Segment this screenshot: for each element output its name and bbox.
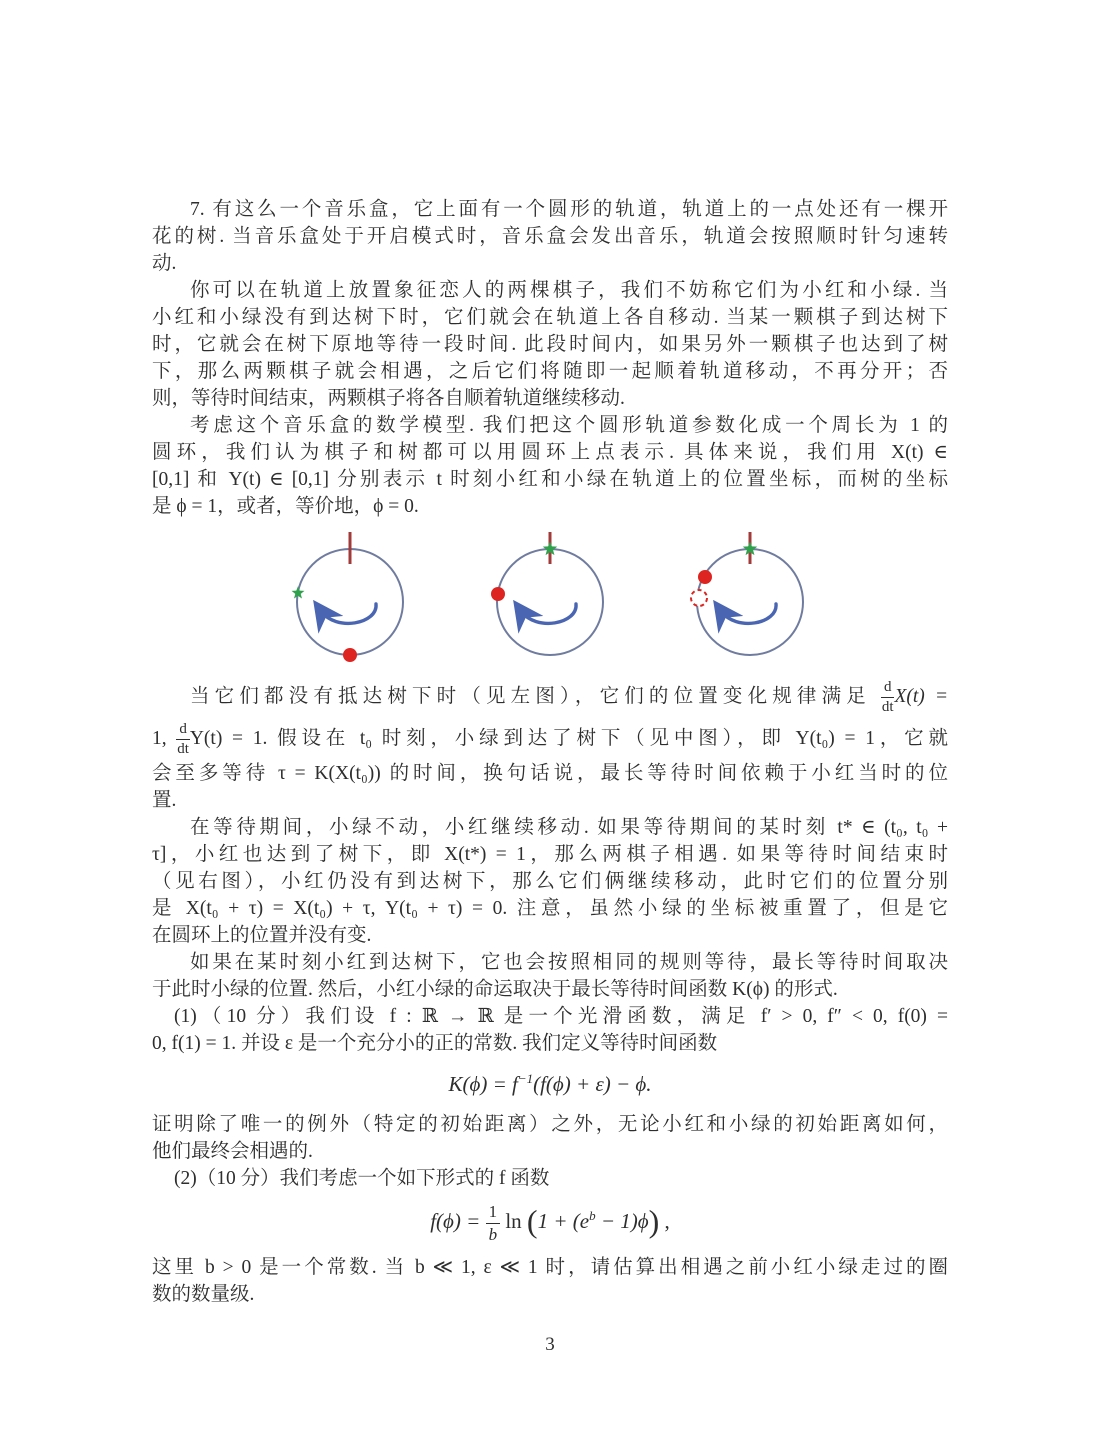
- text-line: 是 ϕ = 1，或者，等价地，ϕ = 0.: [152, 496, 419, 517]
- text-line: 动.: [152, 253, 177, 274]
- text-line: 考虑这个音乐盒的数学模型. 我们把这个圆形轨道参数化成一个周长为 1 的: [190, 415, 948, 436]
- paragraph-symmetry: [152, 949, 948, 1003]
- paragraph-pieces: [152, 277, 948, 412]
- text-line: 时，它就会在树下原地等待一段时间. 此段时间内，如果另外一颗棋子也达到了树: [152, 334, 948, 355]
- text-line: 在圆环上的位置并没有变.: [152, 925, 372, 946]
- track-circle: [697, 549, 803, 655]
- close-paren: ): [648, 1202, 660, 1239]
- text-line: 数的数量级.: [152, 1284, 255, 1306]
- text-line: τ]，小红也达到了树下，即 X(t*) = 1，那么两棋子相遇. 如果等待时间结束时: [152, 844, 948, 865]
- text-line: (2)（10 分）我们考虑一个如下形式的 f 函数: [174, 1168, 550, 1189]
- text-line: 你可以在轨道上放置象征恋人的两棵棋子，我们不妨称它们为小红和小绿. 当: [190, 280, 948, 301]
- superscript: b: [589, 1207, 596, 1223]
- text-line: 会至多等待 τ = K(X(t₀)) 的时间，换句话说，最长等待时间依赖于小红当时的位: [152, 763, 948, 784]
- paragraph-problem-intro: [152, 196, 948, 277]
- fraction-d-dt: [881, 679, 895, 717]
- fraction-denominator: b: [488, 1224, 498, 1244]
- text-run: 当它们都没有抵达树下时（见左图），它们的位置变化规律满足: [190, 686, 881, 707]
- red-dot: [698, 570, 712, 584]
- paragraph-model: [152, 412, 948, 520]
- figure-panel-left: [274, 522, 426, 662]
- text-line: 于此时小绿的位置. 然后，小红小绿的命运取决于最长等待时间函数 K(ϕ) 的形式.: [152, 979, 838, 1000]
- red-dot: [491, 587, 505, 601]
- page-number: 3: [545, 1334, 555, 1356]
- formula-f-definition: [152, 1202, 948, 1244]
- math-run: ln: [500, 1208, 527, 1233]
- fraction-numerator: d: [176, 721, 190, 740]
- open-paren: (: [526, 1202, 538, 1239]
- music-box-figure: [152, 522, 948, 662]
- text-line: 0, f(1) = 1. 并设 ε 是一个充分小的正的常数. 我们定义等待时间函数: [152, 1033, 718, 1054]
- figure-panel-middle: [474, 522, 626, 662]
- formula-waiting-time: [152, 1071, 948, 1097]
- math-run: (f(ϕ) + ε) − ϕ.: [533, 1072, 652, 1096]
- track-circle: [497, 549, 603, 655]
- text-line: 圆环，我们认为棋子和树都可以用圆环上点表示. 具体来说，我们用 X(t) ∈: [152, 442, 948, 463]
- text-line: [152, 676, 948, 718]
- fraction-d-dt: [176, 721, 190, 759]
- text-line: 置.: [152, 790, 177, 811]
- paragraph-part2: [152, 1165, 948, 1192]
- text-line: 小红和小绿没有到达树下时，它们就会在轨道上各自移动. 当某一颗棋子到达树下: [152, 307, 948, 328]
- text-line: 如果在某时刻小红到达树下，它也会按照相同的规则等待，最长等待时间取决: [190, 952, 948, 973]
- figure-panel-right: [674, 522, 826, 662]
- rotation-arrow-icon: [521, 604, 576, 623]
- paragraph-part1: [152, 1003, 948, 1057]
- text-line: （见右图），小红仍没有到达树下，那么它们俩继续移动，此时它们的位置分别: [152, 871, 948, 892]
- text-run: Y(t) = 1. 假设在 t₀ 时刻，小绿到达了树下（见中图），即 Y(t₀) = 1，它就: [189, 728, 949, 749]
- paragraph-prove: [152, 1111, 948, 1165]
- math-run: X(t) =: [894, 686, 948, 707]
- paragraph-estimate: [152, 1254, 948, 1308]
- red-dot: [343, 648, 357, 662]
- math-run: 1 + (e: [537, 1208, 590, 1233]
- text-line: [152, 718, 948, 760]
- fraction-numerator: d: [881, 679, 895, 698]
- text-line: 7. 有这么一个音乐盒，它上面有一个圆形的轨道，轨道上的一点处还有一棵开: [190, 199, 948, 220]
- math-run: f(ϕ) =: [430, 1208, 486, 1233]
- track-circle: [297, 549, 403, 655]
- fraction-denominator: dt: [177, 741, 189, 758]
- text-line: 证明除了唯一的例外（特定的初始距离）之外，无论小红和小绿的初始距离如何，: [152, 1114, 948, 1135]
- superscript: −1: [517, 1071, 534, 1086]
- text-line: 是 X(t₀ + τ) = X(t₀) + τ, Y(t₀ + τ) = 0. 注意，虽然小绿的坐标被重置了，但是它: [152, 898, 948, 919]
- text-line: 下，那么两颗棋子就会相遇，之后它们将随即一起顺着轨道移动，不再分开；否: [152, 361, 948, 382]
- text-run: 1,: [152, 728, 177, 749]
- paragraph-dynamics: [152, 676, 948, 814]
- math-run: K(ϕ) = f: [448, 1072, 518, 1096]
- text-line: (1)（10 分）我们设 f : ℝ → ℝ 是一个光滑函数，满足 f′ > 0, f″ < 0, f(0) =: [174, 1006, 948, 1027]
- paragraph-waiting: [152, 814, 948, 949]
- text-line: 在等待期间，小绿不动，小红继续移动. 如果等待期间的某时刻 t* ∈ (t₀, t₀ +: [190, 817, 948, 838]
- ghost-dot: [691, 590, 707, 606]
- text-line: 花的树. 当音乐盒处于开启模式时，音乐盒会发出音乐，轨道会按照顺时针匀速转: [152, 226, 948, 247]
- rotation-arrow-icon: [321, 604, 376, 623]
- fraction-numerator: 1: [486, 1202, 501, 1224]
- rotation-arrow-icon: [721, 604, 776, 623]
- fraction-1-b: [486, 1202, 501, 1244]
- text-line: 则，等待时间结束，两颗棋子将各自顺着轨道继续移动.: [152, 388, 625, 409]
- text-line: [0,1] 和 Y(t) ∈ [0,1] 分别表示 t 时刻小红和小绿在轨道上的位置坐标，而树的坐标: [152, 469, 948, 490]
- fraction-denominator: dt: [881, 699, 894, 716]
- math-run: − 1)ϕ: [595, 1208, 649, 1233]
- math-run: ,: [659, 1208, 670, 1233]
- text-line: 他们最终会相遇的.: [152, 1141, 313, 1162]
- text-line: 这里 b > 0 是一个常数. 当 b ≪ 1, ε ≪ 1 时，请估算出相遇之前小红小绿走过的圈: [152, 1257, 948, 1279]
